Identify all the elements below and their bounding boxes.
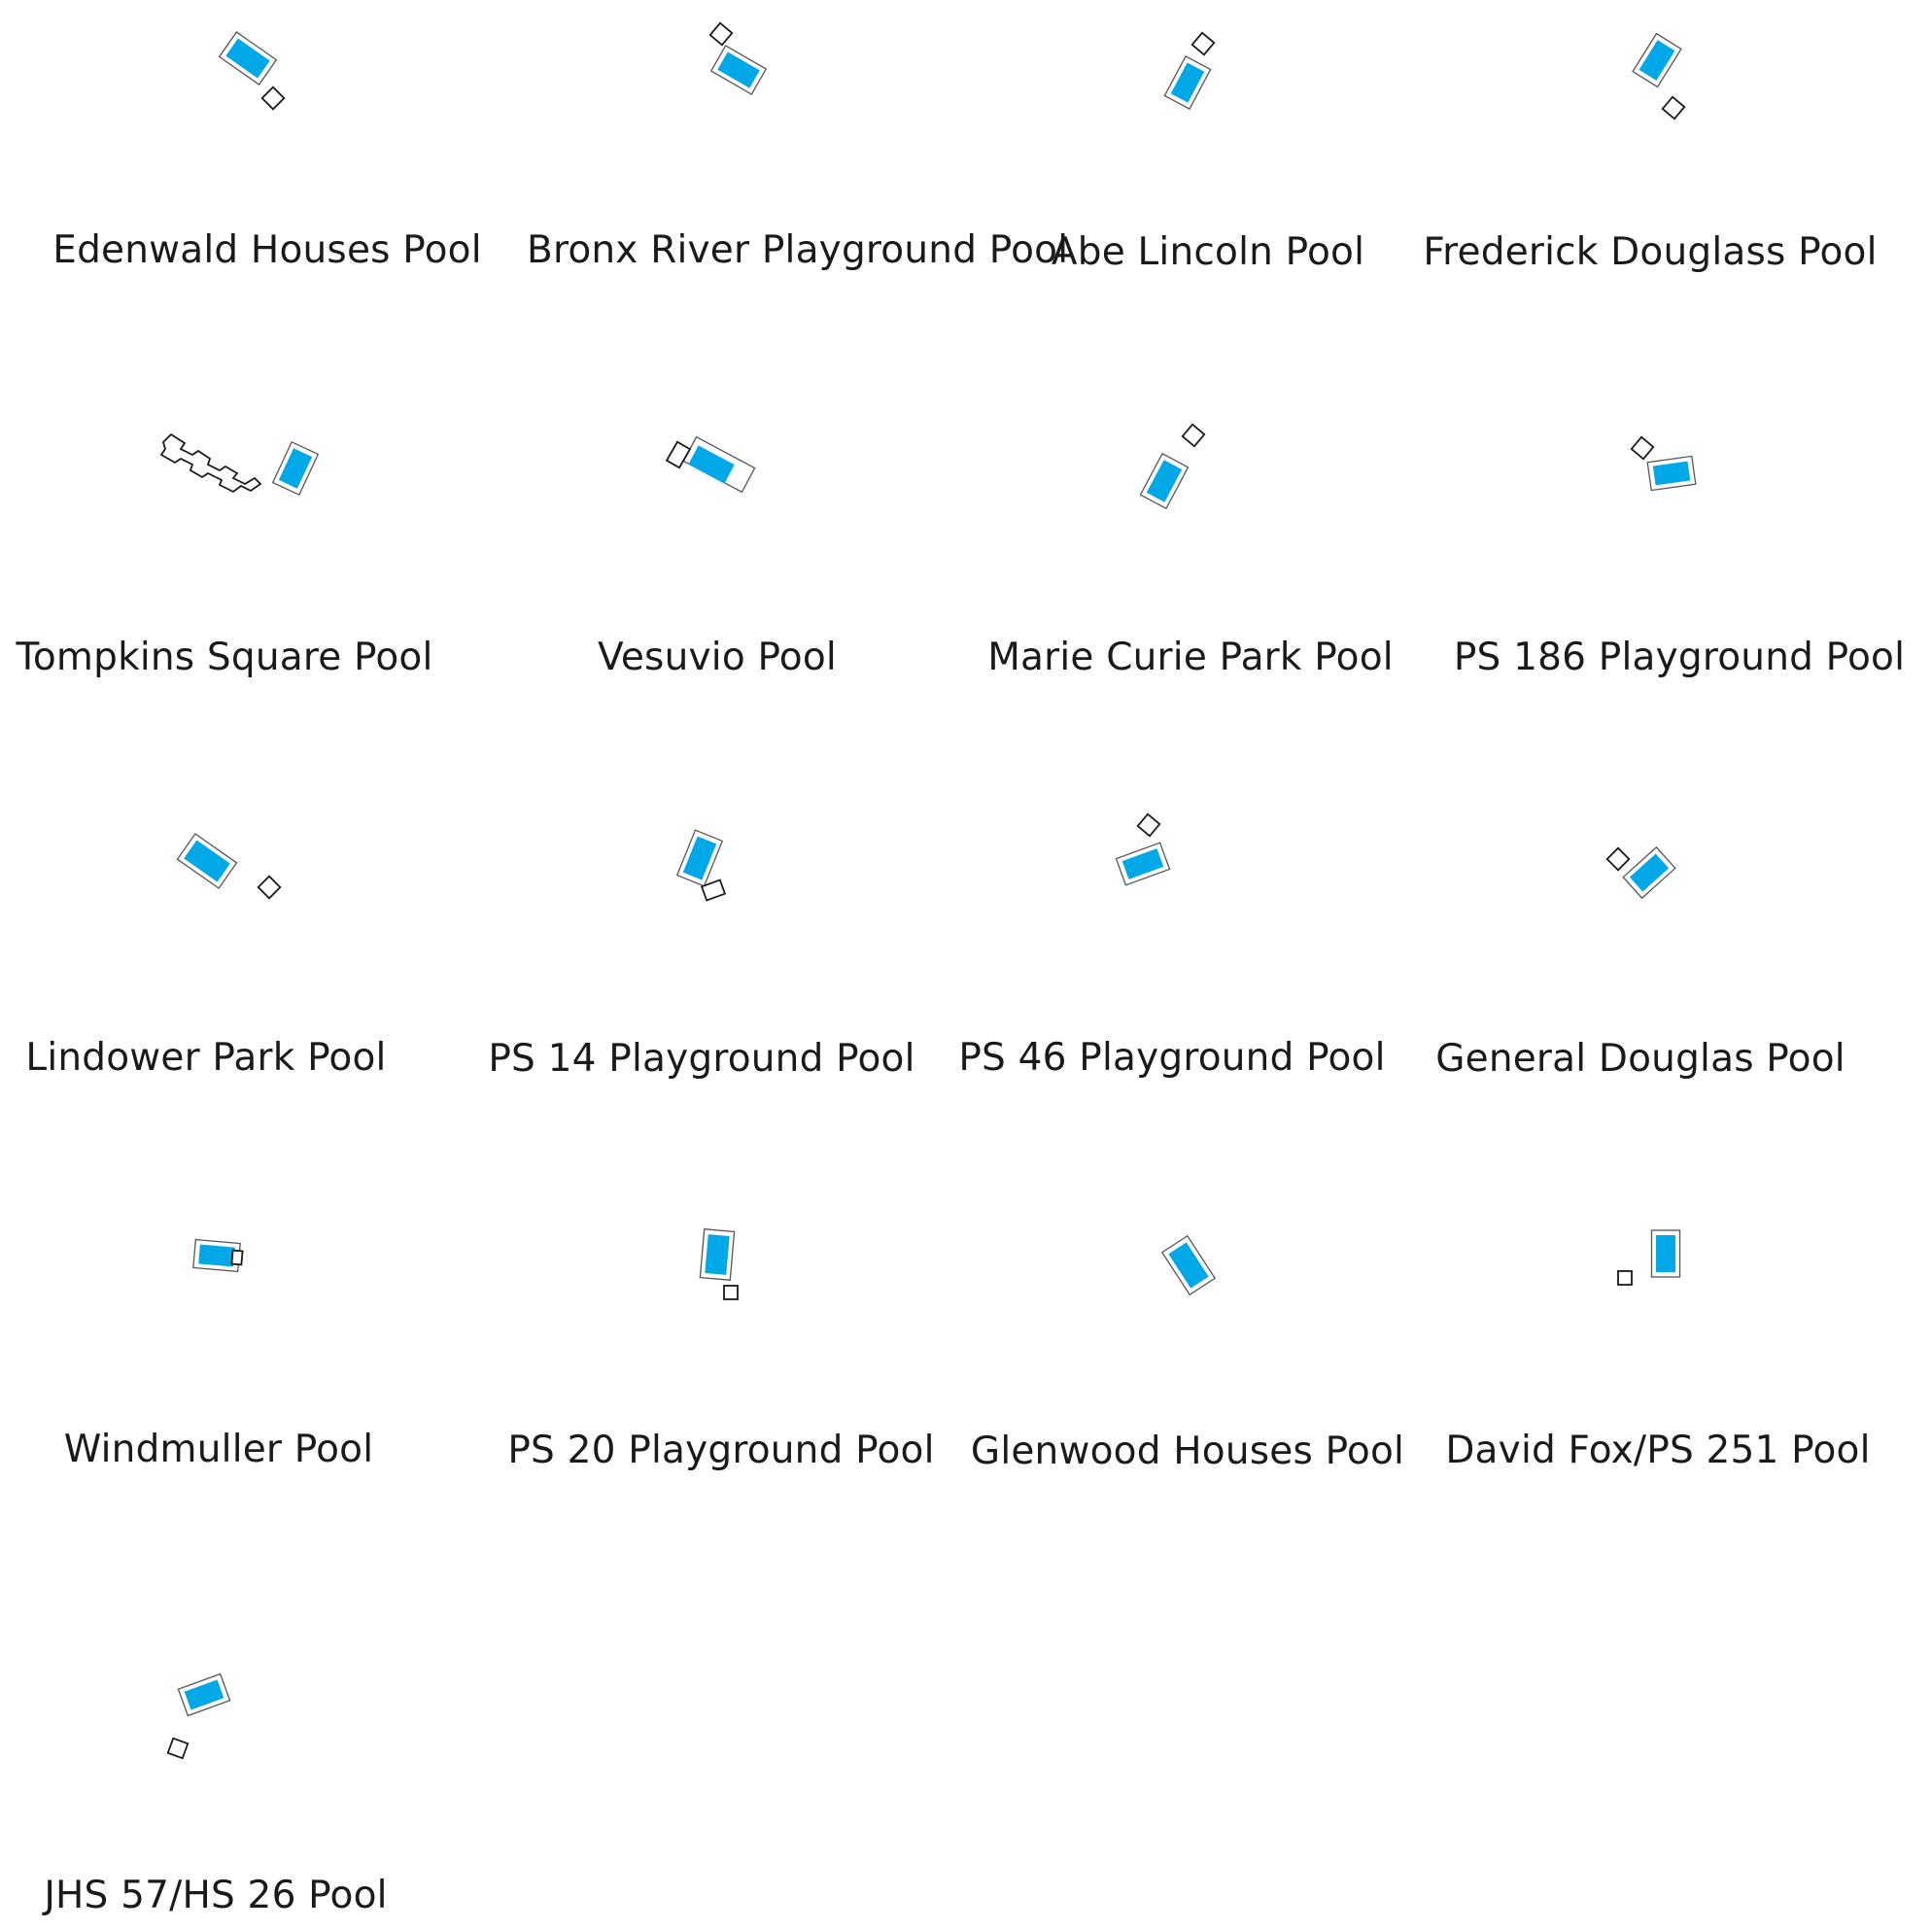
pool-plan: [161, 434, 318, 495]
pool-plan: [1618, 1230, 1680, 1285]
pool-name-label: Edenwald Houses Pool: [52, 228, 482, 272]
pool-name-label: Marie Curie Park Pool: [987, 636, 1394, 679]
pool-water: [1656, 1235, 1675, 1272]
pool-plan: [710, 23, 767, 94]
pool-plan: [168, 1674, 230, 1759]
pool-plan: [220, 32, 285, 109]
pool-name-label: Frederick Douglass Pool: [1423, 230, 1878, 274]
pool-name-label: PS 186 Playground Pool: [1453, 636, 1906, 679]
building-outline: [1183, 425, 1205, 447]
pool-name-label: Bronx River Playground Pool: [527, 228, 1069, 272]
pool-name-label: Glenwood Houses Pool: [970, 1430, 1405, 1473]
building-outline: [1138, 814, 1160, 837]
building-outline: [259, 877, 281, 899]
building-outline: [1607, 848, 1630, 871]
pool-plan: [1164, 33, 1214, 109]
pool-plan: [178, 834, 281, 898]
pool-name-label: PS 46 Playground Pool: [958, 1036, 1386, 1080]
building-outline: [1663, 97, 1685, 120]
building-outline: [168, 1739, 189, 1759]
pool-plan: [1633, 34, 1684, 120]
pool-plan: [1632, 437, 1696, 491]
building-outline: [724, 1286, 738, 1299]
building-outline: [1618, 1271, 1632, 1285]
pool-plan: [1140, 425, 1204, 509]
building-outline: [667, 442, 690, 468]
pool-name-label: Tompkins Square Pool: [16, 636, 433, 679]
building-outline: [262, 87, 285, 110]
pool-name-label: PS 20 Playground Pool: [507, 1429, 935, 1472]
pool-plan: [1162, 1236, 1215, 1294]
pool-name-label: David Fox/PS 251 Pool: [1445, 1429, 1871, 1472]
pool-water: [198, 1244, 235, 1266]
pool-name-label: Vesuvio Pool: [598, 636, 837, 679]
pool-name-label: Abe Lincoln Pool: [1051, 230, 1365, 274]
pool-name-label: PS 14 Playground Pool: [488, 1037, 915, 1081]
building-outline: [231, 1251, 242, 1265]
pool-name-label: Lindower Park Pool: [25, 1036, 387, 1080]
pool-plan: [677, 830, 725, 900]
pool-plan: [700, 1229, 738, 1299]
pool-plan: [667, 437, 755, 493]
building-outline: [1632, 437, 1654, 460]
building-outline: [161, 434, 260, 492]
building-outline: [710, 23, 733, 46]
pool-plan: [193, 1240, 243, 1272]
building-outline: [1192, 33, 1215, 55]
pool-name-label: Windmuller Pool: [63, 1428, 374, 1471]
pool-water: [688, 445, 734, 483]
pool-plan: [1116, 814, 1169, 885]
pool-name-label: General Douglas Pool: [1435, 1037, 1846, 1081]
pool-water: [705, 1234, 729, 1275]
pool-plan: [1607, 847, 1675, 898]
pool-name-label: JHS 57/HS 26 Pool: [44, 1874, 388, 1917]
